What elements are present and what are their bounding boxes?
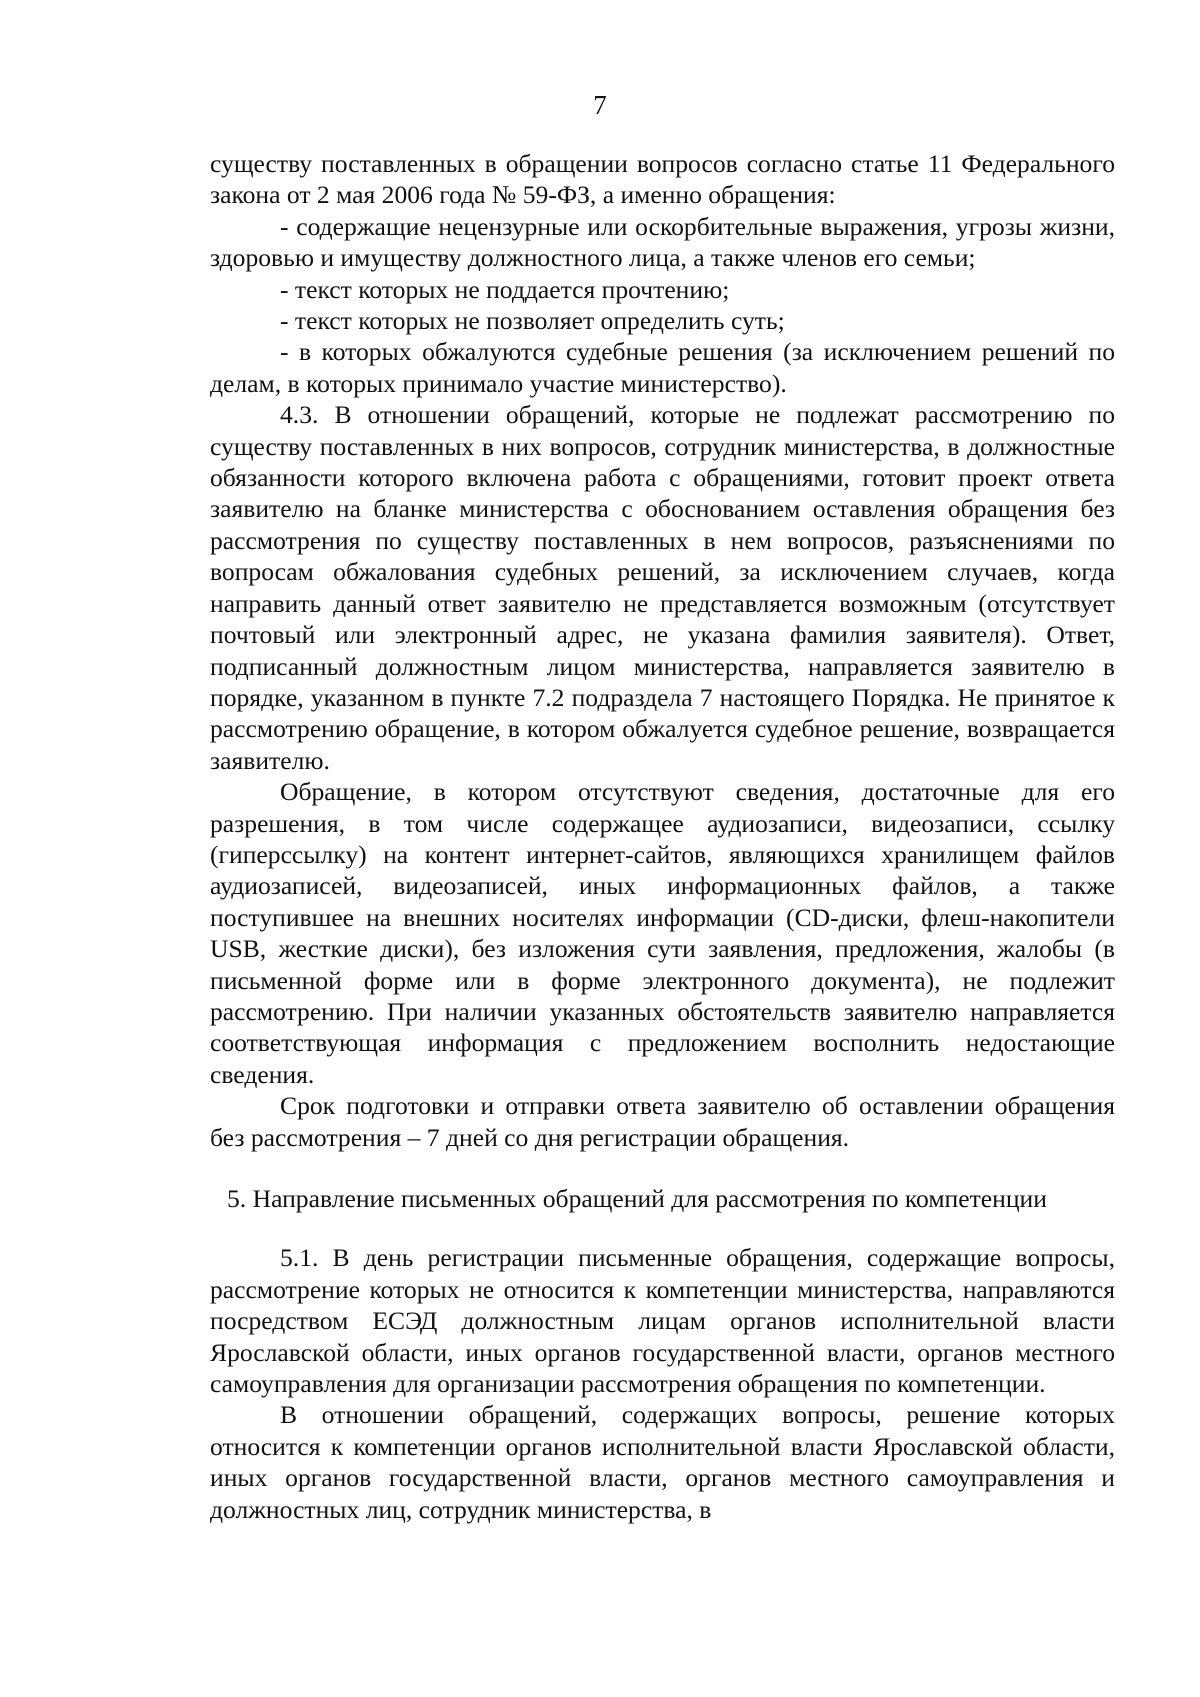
page-number: 7: [593, 90, 607, 120]
paragraph-response-deadline: Срок подготовки и отправки ответа заявителю об оставлении обращения без рассмотрения – 7 дней со дня регистрации обращения.: [210, 1091, 1115, 1152]
document-body: [210, 148, 1115, 1525]
list-item-court-decisions: - в которых обжалуются судебные решения (за исключением решений по делам, в которых принимало участие министерство).: [210, 337, 1115, 398]
paragraph-4-3: 4.3. В отношении обращений, которые не подлежат рассмотрению по существу поставленных в них вопросов, сотрудник министерства, в должностные обязанности которого включена работа с обращениями, готовит проект ответа заявителю на бланке министерства с обоснованием оставления обращения без рассмотрения по существу поставленных в нем вопросов, разъяснениями по вопросам обжалования судебных решений, за исключением случаев, когда направить данный ответ заявителю не представляется возможным (отсутствует почтовый или электронный адрес, не указана фамилия заявителя). Ответ, подписанный должностным лицом министерства, направляется заявителю в порядке, указанном в пункте 7.2 подраздела 7 настоящего Порядка. Не принятое к рассмотрению обращение, в котором обжалуется судебное решение, возвращается заявителю.: [210, 400, 1115, 775]
list-item-unreadable: - текст которых не поддается прочтению;: [280, 274, 730, 304]
paragraph-5-1: 5.1. В день регистрации письменные обращения, содержащие вопросы, рассмотрение которых не относится к компетенции министерства, направляются посредством ЕСЭД должностным лицам органов исполнительной власти Ярославской области, иных органов государственной власти, органов местного самоуправления для организации рассмотрения обращения по компетенции.: [210, 1243, 1115, 1399]
section-heading-5: 5. Направление письменных обращений для рассмотрения по компетенции: [227, 1184, 1047, 1213]
paragraph-continuation: существу поставленных в обращении вопросов согласно статье 11 Федерального закона от 2 мая 2006 года № 59-ФЗ, а именно обращения:: [210, 149, 1115, 210]
paragraph-insufficient-info: Обращение, в котором отсутствуют сведения, достаточные для его разрешения, в том числе содержащее аудиозаписи, видеозаписи, ссылку (гиперссылку) на контент интернет-сайтов, являющихся хранилищем файлов аудиозаписей, видеозаписей, иных информационных файлов, а также поступившее на внешних носителях информации (CD-диски, флеш-накопители USB, жесткие диски), без изложения сути заявления, предложения, жалобы (в письменной форме или в форме электронного документа), не подлежит рассмотрению. При наличии указанных обстоятельств заявителю направляется соответствующая информация с предложением восполнить недостающие сведения.: [210, 777, 1115, 1089]
paragraph-competence: В отношении обращений, содержащих вопросы, решение которых относится к компетенции органов исполнительной власти Ярославской области, иных органов государственной власти, органов местного самоуправления и должностных лиц, сотрудник министерства, в: [210, 1400, 1115, 1524]
list-item-no-essence: - текст которых не позволяет определить суть;: [280, 306, 785, 336]
list-item-obscene: - содержащие нецензурные или оскорбительные выражения, угрозы жизни, здоровью и имуществу должностного лица, а также членов его семьи;: [210, 211, 1115, 273]
